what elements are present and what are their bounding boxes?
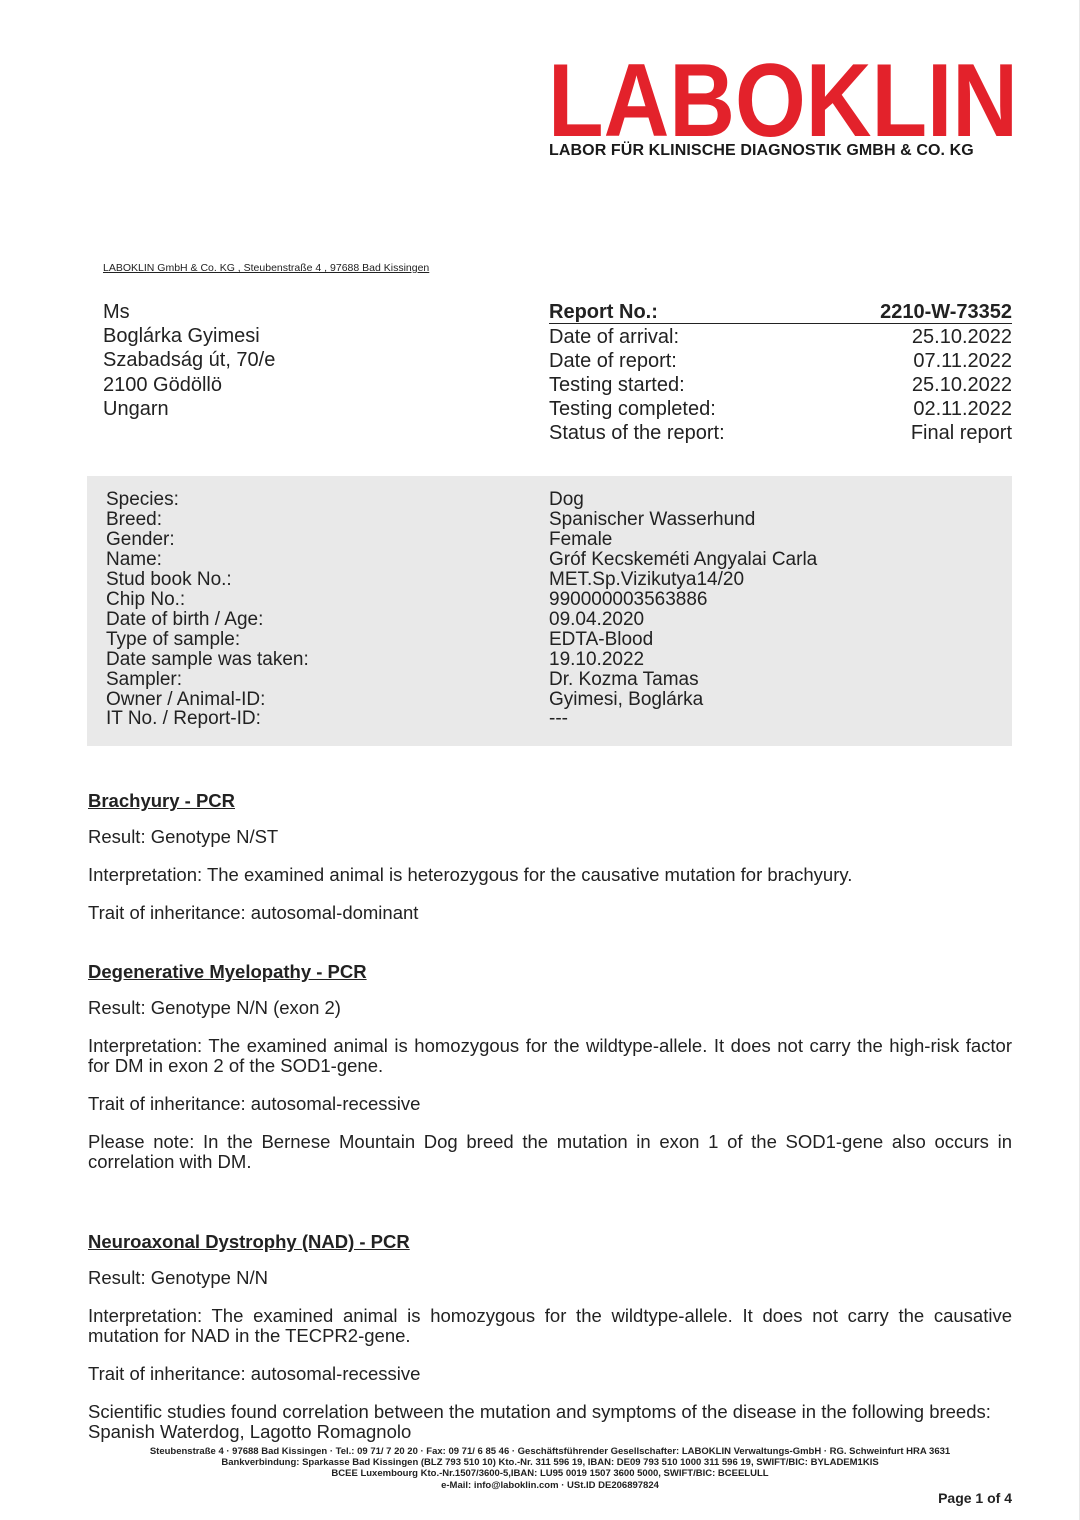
- footer-line: e-Mail: info@laboklin.com · USt.ID DE206897824: [441, 1479, 659, 1491]
- footer-line: Steubenstraße 4 · 97688 Bad Kissingen · Tel.: 09 71/ 7 20 20 · Fax: 09 71/ 6 85 46 · Geschäftsführender Gesellschafter: LABOKLIN Verwaltungs-GmbH · RG. Schweinfurt HRA 3631: [149, 1446, 951, 1457]
- inheritance-text: Trait of inheritance: autosomal-recessive: [88, 1363, 421, 1384]
- animal-label: Gender:: [106, 528, 175, 550]
- breeds-list: Spanish Waterdog, Lagotto Romagnolo: [88, 1421, 412, 1442]
- recipient-street: Szabadság út, 70/e: [103, 349, 276, 372]
- report-number: 2210-W-73352: [880, 301, 1012, 323]
- footer-line: BCEE Luxembourg Kto.-Nr.1507/3600-5,IBAN: LU95 0019 1507 3600 5000, SWIFT/BIC: BCEELULL: [331, 1468, 769, 1480]
- report-field-value: 02.11.2022: [913, 398, 1012, 421]
- recipient-city: 2100 Gödöllö: [103, 373, 222, 396]
- recipient-salutation: Ms: [103, 301, 130, 323]
- animal-label: Stud book No.:: [106, 568, 232, 590]
- interpretation-text: Interpretation: The examined animal is heterozygous for the causative mutation for brachyury.: [88, 864, 853, 885]
- report-field-row: [549, 373, 1012, 397]
- animal-value: 19.10.2022: [549, 648, 645, 670]
- studies-text: [88, 1402, 1012, 1442]
- animal-values-column: [549, 490, 817, 729]
- animal-details-box: [87, 476, 1012, 746]
- result-text: Result: Genotype N/N: [88, 1267, 268, 1288]
- report-field-value: 25.10.2022: [911, 325, 1012, 348]
- report-field-label: Date of arrival:: [549, 325, 680, 348]
- section-title: Degenerative Myelopathy - PCR: [88, 961, 367, 982]
- footer: [88, 1446, 1012, 1491]
- report-field-row: [549, 421, 1012, 445]
- interpretation-text: Interpretation: The examined animal is homozygous for the wildtype-allele. It does not carry the high-risk factor for DM in exon 2 of the SOD1-gene.: [88, 1035, 1012, 1076]
- section-neuroaxonal-dystrophy: [88, 1231, 1012, 1442]
- sender-address-line: LABOKLIN GmbH & Co. KG , Steubenstraße 4 , 97688 Bad Kissingen: [103, 262, 430, 274]
- section-brachyury: [88, 790, 1012, 941]
- animal-value: Dr. Kozma Tamas: [549, 668, 699, 690]
- report-field-value: 07.11.2022: [913, 349, 1012, 372]
- animal-label: Breed:: [106, 508, 162, 530]
- report-field-label: Status of the report:: [549, 422, 725, 445]
- svg-text:LABOKLIN: LABOKLIN: [548, 58, 1018, 138]
- laboklin-logo: [548, 58, 1020, 138]
- report-field-row: [549, 325, 1012, 349]
- section-title: Neuroaxonal Dystrophy (NAD) - PCR: [88, 1231, 410, 1252]
- report-number-label: Report No.:: [549, 301, 658, 323]
- animal-label: Date sample was taken:: [106, 648, 309, 670]
- animal-labels-column: [106, 490, 309, 729]
- animal-value: ---: [549, 708, 568, 730]
- recipient-country: Ungarn: [103, 397, 169, 420]
- animal-value: Gyimesi, Boglárka: [549, 688, 704, 710]
- animal-value: EDTA-Blood: [549, 628, 654, 650]
- report-field-value: 25.10.2022: [911, 373, 1012, 396]
- report-field-row: [549, 397, 1012, 421]
- inheritance-text: Trait of inheritance: autosomal-recessive: [88, 1093, 421, 1114]
- animal-value: 990000003563886: [549, 588, 708, 610]
- animal-label: Name:: [106, 548, 162, 570]
- company-subtitle: LABOR FÜR KLINISCHE DIAGNOSTIK GMBH & CO. KG: [549, 142, 974, 159]
- animal-label: Species:: [106, 489, 179, 510]
- recipient-name: Boglárka Gyimesi: [103, 325, 260, 348]
- animal-value: MET.Sp.Vizikutya14/20: [549, 568, 745, 590]
- animal-value: Female: [549, 528, 613, 550]
- report-field-row: [549, 349, 1012, 373]
- animal-value: 09.04.2020: [549, 608, 645, 630]
- animal-label: Owner / Animal-ID:: [106, 688, 266, 710]
- page-number: Page 1 of 4: [938, 1490, 1012, 1506]
- report-info: [549, 300, 1012, 446]
- section-title: Brachyury - PCR: [88, 790, 236, 811]
- report-field-label: Testing started:: [549, 373, 685, 396]
- interpretation-text: Interpretation: The examined animal is homozygous for the wildtype-allele. It does not carry the causative mutation for NAD in the TECPR2-gene.: [88, 1305, 1012, 1346]
- animal-label: Type of sample:: [106, 628, 241, 650]
- report-number-row: [549, 300, 1012, 324]
- result-text: Result: Genotype N/ST: [88, 826, 279, 847]
- recipient-address: [103, 300, 275, 421]
- report-field-label: Date of report:: [549, 349, 677, 372]
- animal-value: Gróf Kecskeméti Angyalai Carla: [549, 548, 818, 570]
- note-text: Please note: In the Bernese Mountain Dog breed the mutation in exon 1 of the SOD1-gene also occurs in correlation with DM.: [88, 1131, 1012, 1172]
- section-degenerative-myelopathy: [88, 961, 1012, 1190]
- animal-value: Dog: [549, 489, 584, 510]
- animal-label: Sampler:: [106, 668, 183, 690]
- animal-label: Chip No.:: [106, 588, 186, 610]
- animal-value: Spanischer Wasserhund: [549, 508, 756, 530]
- inheritance-text: Trait of inheritance: autosomal-dominant: [88, 902, 419, 923]
- animal-label: Date of birth / Age:: [106, 608, 264, 630]
- animal-label: IT No. / Report-ID:: [106, 708, 261, 730]
- footer-line: Bankverbindung: Sparkasse Bad Kissingen (BLZ 793 510 10) Kto.-Nr. 311 596 19, IBAN: DE09 793 510 1000 311 596 19, SWIFT/BIC: BYLADEM1KIS: [221, 1457, 879, 1469]
- report-field-label: Testing completed:: [549, 398, 716, 421]
- result-text: Result: Genotype N/N (exon 2): [88, 997, 341, 1018]
- studies-sentence: Scientific studies found correlation between the mutation and symptoms of the disease in the following breeds:: [88, 1401, 991, 1422]
- report-field-value: Final report: [910, 422, 1012, 445]
